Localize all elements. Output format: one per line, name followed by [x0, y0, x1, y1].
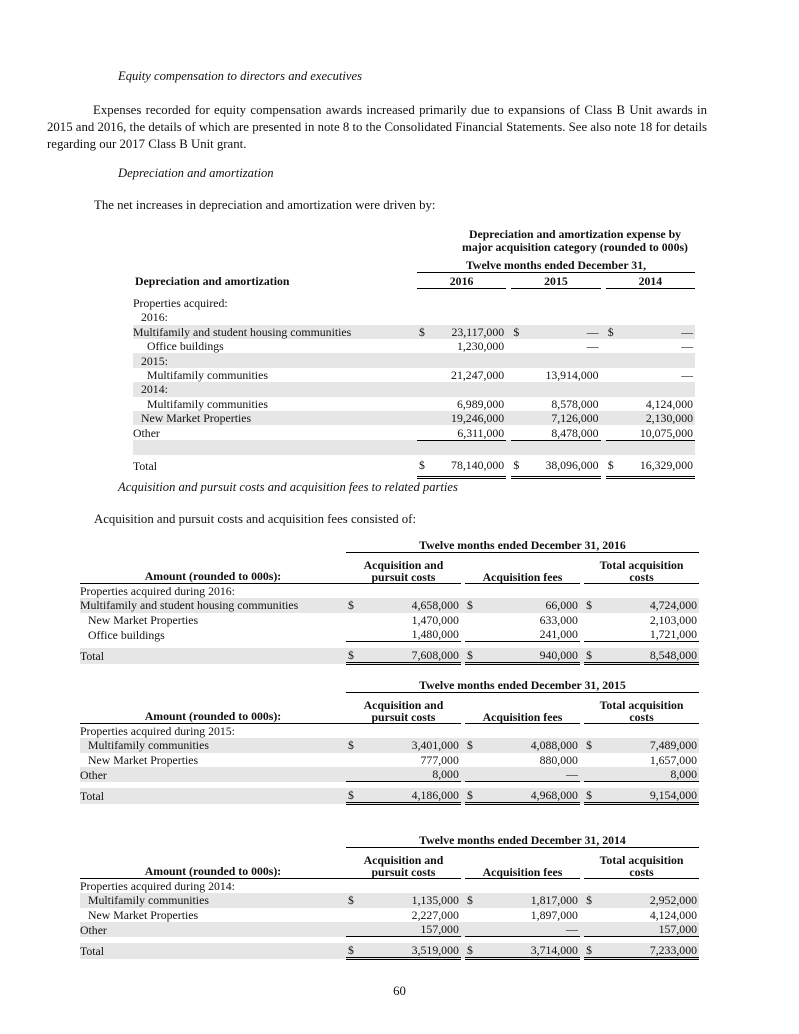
dollar-sign	[584, 878, 598, 893]
value-cell	[598, 878, 699, 893]
table-row	[80, 627, 699, 642]
column-header: Total acquisition costs	[584, 693, 699, 724]
dollar-sign: $	[465, 893, 479, 907]
dollar-sign	[417, 339, 431, 353]
value-cell: 7,608,000	[360, 648, 461, 664]
dollar-sign	[346, 767, 360, 782]
value-cell: 1,721,000	[598, 627, 699, 642]
column-header: Acquisition and pursuit costs	[346, 693, 461, 724]
dollar-sign: $	[584, 943, 598, 959]
table-row	[80, 753, 699, 767]
dollar-sign	[606, 368, 620, 382]
value-cell	[360, 723, 461, 738]
dollar-sign	[606, 288, 620, 310]
dollar-sign	[417, 440, 431, 455]
dollar-sign	[606, 440, 620, 455]
dollar-sign: $	[346, 738, 360, 752]
column-header-year: 2014	[606, 273, 695, 288]
dollar-sign	[417, 368, 431, 382]
dollar-sign: $	[417, 325, 431, 339]
column-header: Acquisition fees	[465, 848, 580, 879]
period-header: Twelve months ended December 31, 2014	[346, 833, 699, 848]
table-row	[80, 613, 699, 627]
row-label: Other	[80, 767, 346, 782]
dollar-sign: $	[346, 648, 360, 664]
table-row	[133, 440, 695, 455]
value-cell: 157,000	[360, 922, 461, 937]
spacer	[133, 254, 417, 273]
dollar-sign: $	[584, 788, 598, 804]
value-cell: 9,154,000	[598, 788, 699, 804]
value-cell: 16,329,000	[620, 455, 695, 477]
dollar-sign	[417, 382, 431, 396]
value-cell: 1,470,000	[411, 612, 459, 627]
value-cell: 13,914,000	[545, 368, 599, 383]
dollar-sign	[346, 583, 360, 598]
dollar-sign	[417, 397, 431, 411]
dollar-sign	[346, 613, 360, 627]
value-cell: 3,519,000	[360, 943, 461, 959]
dollar-sign: $	[346, 598, 360, 612]
table-row	[80, 893, 699, 907]
table-row	[80, 583, 699, 598]
dollar-sign	[346, 922, 360, 937]
value-cell: 157,000	[598, 922, 699, 937]
row-label: 2014:	[133, 382, 417, 396]
value-cell: —	[620, 325, 695, 339]
dollar-sign	[511, 411, 525, 425]
dollar-sign	[584, 753, 598, 767]
dollar-sign	[606, 339, 620, 353]
table-row	[133, 368, 695, 382]
row-label: Multifamily communities	[147, 368, 268, 383]
period-header: Twelve months ended December 31, 2016	[346, 538, 699, 553]
row-label: New Market Properties	[88, 907, 199, 922]
dollar-sign	[346, 878, 360, 893]
table-row	[133, 353, 695, 367]
value-cell: 1,480,000	[360, 627, 461, 642]
dollar-sign	[584, 583, 598, 598]
table-row	[133, 339, 695, 353]
row-label: Properties acquired during 2014:	[80, 879, 235, 894]
dollar-sign	[606, 353, 620, 367]
row-label: Other	[133, 425, 160, 440]
value-cell	[431, 353, 506, 367]
value-cell: 241,000	[479, 627, 580, 642]
value-cell	[598, 723, 699, 738]
value-cell: 8,000	[598, 767, 699, 782]
column-header: Acquisition fees	[465, 693, 580, 724]
dollar-sign	[584, 767, 598, 782]
dollar-sign	[465, 583, 479, 598]
value-cell	[620, 288, 695, 310]
value-cell: 8,548,000	[598, 648, 699, 664]
paragraph: The net increases in depreciation and amortization were driven by:	[94, 198, 436, 212]
dollar-sign	[465, 767, 479, 782]
table-row	[80, 943, 699, 959]
value-cell: 6,311,000	[431, 425, 506, 440]
value-cell: 4,124,000	[645, 396, 693, 411]
spacer	[80, 678, 346, 693]
value-cell	[431, 440, 506, 455]
value-cell: 880,000	[539, 752, 578, 767]
dollar-sign	[417, 425, 431, 440]
dollar-sign	[606, 425, 620, 440]
value-cell: 1,897,000	[530, 907, 578, 922]
row-label: Properties acquired during 2015:	[80, 724, 235, 739]
dollar-sign	[465, 723, 479, 738]
value-cell: 4,088,000	[479, 738, 580, 752]
value-cell: 8,578,000	[551, 396, 599, 411]
value-cell	[431, 382, 506, 396]
table-row	[133, 382, 695, 396]
column-header-year: 2016	[417, 273, 506, 288]
dollar-sign	[346, 723, 360, 738]
dollar-sign	[417, 310, 431, 324]
table-row	[133, 397, 695, 411]
page-number: 60	[393, 984, 406, 998]
value-cell	[431, 310, 506, 324]
value-cell: 7,126,000	[525, 411, 600, 425]
value-cell: —	[681, 368, 693, 383]
value-cell: 1,135,000	[360, 893, 461, 907]
column-header-year: 2015	[511, 273, 600, 288]
value-cell: 10,075,000	[620, 425, 695, 440]
column-header: Acquisition and pursuit costs	[346, 848, 461, 879]
dollar-sign: $	[346, 943, 360, 959]
row-label: New Market Properties	[88, 612, 199, 627]
value-cell: 78,140,000	[431, 455, 506, 477]
dollar-sign: $	[584, 648, 598, 664]
value-cell: 633,000	[539, 612, 578, 627]
dollar-sign	[511, 353, 525, 367]
dollar-sign	[417, 353, 431, 367]
paragraph: Expenses recorded for equity compensation awards increased primarily due to expansions of Class B Unit awards in 2015 and 2016, the details of which are presented in note 8 to the Consolidated Financial Statements. See also note 18 for details regarding our 2017 Class B Unit grant.	[47, 103, 707, 151]
spacer	[133, 228, 417, 254]
value-cell	[360, 878, 461, 893]
value-cell: 23,117,000	[431, 325, 506, 339]
dollar-sign	[465, 627, 479, 642]
column-header-label: Amount (rounded to 000s):	[80, 848, 346, 879]
dollar-sign: $	[346, 893, 360, 907]
table-row	[80, 922, 699, 937]
row-label: Multifamily communities	[80, 738, 346, 752]
dollar-sign: $	[465, 648, 479, 664]
row-label: Multifamily and student housing communities	[133, 325, 417, 339]
value-cell: 2,130,000	[620, 411, 695, 425]
row-label: Total	[80, 943, 346, 959]
row-label: Properties acquired during 2016:	[80, 584, 235, 599]
dollar-sign	[465, 922, 479, 937]
dollar-sign	[606, 382, 620, 396]
value-cell: 19,246,000	[431, 411, 506, 425]
column-header-label: Amount (rounded to 000s):	[80, 693, 346, 724]
value-cell: 7,233,000	[598, 943, 699, 959]
column-header: Total acquisition costs	[584, 848, 699, 879]
table-row	[80, 767, 699, 782]
table-row	[80, 908, 699, 922]
dollar-sign	[584, 613, 598, 627]
value-cell: 1,657,000	[649, 752, 697, 767]
value-cell	[620, 353, 695, 367]
dollar-sign	[606, 397, 620, 411]
depreciation-table	[133, 228, 695, 479]
value-cell	[598, 583, 699, 598]
spacer	[80, 538, 346, 553]
table-row	[133, 411, 695, 425]
row-label: Multifamily and student housing communities	[80, 598, 346, 612]
value-cell	[360, 583, 461, 598]
dollar-sign	[511, 440, 525, 455]
dollar-sign	[511, 425, 525, 440]
dollar-sign	[511, 397, 525, 411]
value-cell: —	[681, 339, 693, 354]
dollar-sign: $	[465, 598, 479, 612]
value-cell: 6,989,000	[456, 396, 505, 411]
dollar-sign: $	[417, 455, 431, 477]
table-row	[133, 310, 695, 324]
value-cell: 38,096,000	[525, 455, 600, 477]
row-label: Other	[80, 922, 346, 937]
table-row	[80, 648, 699, 664]
table-row	[80, 738, 699, 752]
value-cell	[479, 583, 580, 598]
value-cell	[431, 288, 506, 310]
value-cell: —	[525, 325, 600, 339]
value-cell: 2,227,000	[411, 907, 459, 922]
value-cell: 777,000	[420, 752, 459, 767]
value-cell	[525, 382, 600, 396]
dollar-sign: $	[584, 738, 598, 752]
column-header: Total acquisition costs	[584, 553, 699, 584]
dollar-sign: $	[346, 788, 360, 804]
table-row	[133, 425, 695, 440]
row-label: New Market Properties	[88, 752, 199, 767]
dollar-sign: $	[465, 738, 479, 752]
period-header: Twelve months ended December 31, 2015	[346, 678, 699, 693]
acquisition-table-2015	[80, 678, 699, 805]
value-cell: 3,401,000	[360, 738, 461, 752]
row-label: Total	[80, 788, 346, 804]
spacer	[80, 833, 346, 848]
dollar-sign	[511, 382, 525, 396]
value-cell: 7,489,000	[598, 738, 699, 752]
dollar-sign: $	[511, 455, 525, 477]
row-label: New Market Properties	[133, 411, 417, 425]
dollar-sign: $	[606, 455, 620, 477]
value-cell: 8,000	[360, 767, 461, 782]
value-cell	[479, 723, 580, 738]
row-label: Office buildings	[147, 339, 224, 354]
dollar-sign	[511, 339, 525, 353]
table-row	[80, 878, 699, 893]
row-label: Total	[80, 648, 346, 664]
dollar-sign: $	[584, 893, 598, 907]
section-heading: Equity compensation to directors and executives	[118, 69, 362, 83]
dollar-sign	[511, 368, 525, 382]
row-label: Multifamily communities	[80, 893, 346, 907]
value-cell: 1,817,000	[479, 893, 580, 907]
value-cell: 4,186,000	[360, 788, 461, 804]
dollar-sign: $	[584, 598, 598, 612]
value-cell	[479, 878, 580, 893]
period-header: Twelve months ended December 31,	[417, 254, 695, 273]
dollar-sign	[584, 908, 598, 922]
acquisition-table-2016	[80, 538, 699, 665]
dollar-sign	[584, 723, 598, 738]
dollar-sign	[465, 613, 479, 627]
super-header: Depreciation and amortization expense by major acquisition category (rounded to 000s)	[462, 227, 688, 254]
table-row	[80, 723, 699, 738]
value-cell: 8,478,000	[525, 425, 600, 440]
value-cell: 2,103,000	[649, 612, 697, 627]
dollar-sign	[346, 627, 360, 642]
value-cell	[525, 440, 600, 455]
value-cell: 21,247,000	[451, 368, 505, 383]
dollar-sign	[511, 310, 525, 324]
value-cell: 4,968,000	[479, 788, 580, 804]
row-label: 2016:	[141, 310, 168, 325]
table-row	[133, 455, 695, 477]
dollar-sign: $	[511, 325, 525, 339]
paragraph: Acquisition and pursuit costs and acquisition fees consisted of:	[94, 512, 417, 526]
column-header: Acquisition and pursuit costs	[346, 553, 461, 584]
value-cell: —	[479, 922, 580, 937]
dollar-sign	[346, 908, 360, 922]
value-cell: 4,724,000	[598, 598, 699, 612]
dollar-sign	[606, 310, 620, 324]
value-cell	[620, 440, 695, 455]
row-label: Total	[133, 459, 158, 474]
dollar-sign	[584, 627, 598, 642]
row-label: Properties acquired:	[133, 296, 228, 311]
value-cell: —	[586, 339, 599, 354]
value-cell: 4,658,000	[360, 598, 461, 612]
column-header-label: Depreciation and amortization	[135, 273, 290, 288]
dollar-sign	[465, 753, 479, 767]
value-cell	[620, 382, 695, 396]
value-cell: 1,230,000	[456, 339, 505, 354]
value-cell	[620, 310, 695, 324]
row-label: 2015:	[133, 353, 417, 367]
value-cell: 2,952,000	[598, 893, 699, 907]
dollar-sign	[465, 878, 479, 893]
dollar-sign: $	[465, 943, 479, 959]
value-cell	[525, 310, 600, 324]
row-label	[133, 440, 417, 455]
table-row	[80, 788, 699, 804]
section-heading: Depreciation and amortization	[118, 166, 274, 180]
dollar-sign	[417, 411, 431, 425]
value-cell: 66,000	[479, 598, 580, 612]
row-label: Office buildings	[88, 627, 165, 642]
value-cell	[525, 288, 600, 310]
dollar-sign	[417, 288, 431, 310]
table-row	[80, 598, 699, 612]
value-cell: —	[479, 767, 580, 782]
dollar-sign	[606, 411, 620, 425]
value-cell: 4,124,000	[649, 907, 697, 922]
column-header-label: Amount (rounded to 000s):	[80, 553, 346, 584]
value-cell: 940,000	[479, 648, 580, 664]
row-label: Multifamily communities	[147, 396, 268, 411]
value-cell	[525, 353, 600, 367]
acquisition-table-2014	[80, 833, 699, 960]
dollar-sign: $	[606, 325, 620, 339]
table-row	[133, 325, 695, 339]
dollar-sign: $	[465, 788, 479, 804]
section-heading: Acquisition and pursuit costs and acquisition fees to related parties	[118, 480, 458, 494]
table-row	[133, 288, 695, 310]
dollar-sign	[465, 908, 479, 922]
dollar-sign	[584, 922, 598, 937]
dollar-sign	[346, 753, 360, 767]
dollar-sign	[511, 288, 525, 310]
column-header: Acquisition fees	[465, 553, 580, 584]
value-cell: 3,714,000	[479, 943, 580, 959]
